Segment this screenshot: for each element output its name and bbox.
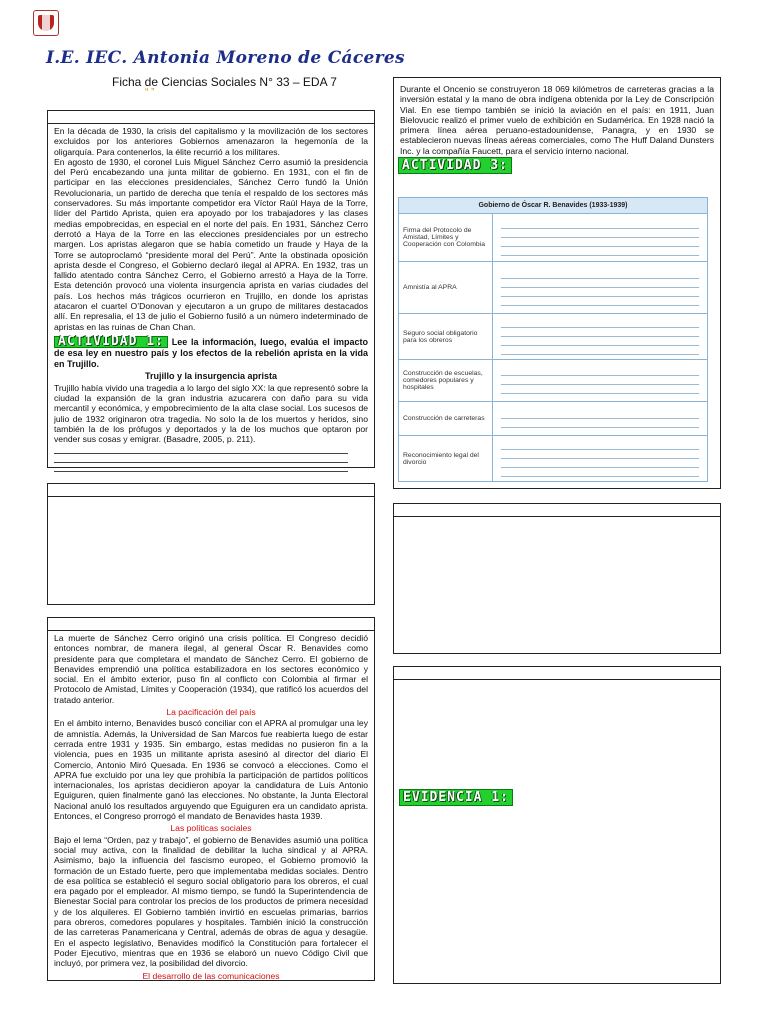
answer-cell[interactable]	[493, 360, 708, 402]
paragraph: En la década de 1930, la crisis del capitalismo y la movilización de los sectores excluidos por los anteriores Gobiernos amenazaron la hegemonía de la oligarquía. Para contenerlos, la élite recurrió a los militares.	[54, 126, 368, 157]
reading-box-sanchez-cerro	[47, 110, 375, 468]
table-row-label: Reconocimiento legal del divorcio	[399, 436, 493, 482]
answer-box-2[interactable]	[393, 503, 721, 654]
benavides-table-wrapper	[398, 197, 708, 482]
answer-cell[interactable]	[493, 402, 708, 436]
evidence-box[interactable]	[393, 666, 721, 984]
paragraph: La muerte de Sánchez Cerro originó una crisis política. El Congreso decidió entonces nombrar, de manera ilegal, al general Óscar R. Benavides como presidente para que completara el mandato de Sánchez Cerro. El gobierno de Benavides emprendió una política estabilizadora en los sectores económico y social. En el ámbito exterior, puso fin al conflicto con Colombia al firmar el Protocolo de Amistad, Límites y Cooperación (1934), que ratificó los acuerdos del tratado anterior.	[54, 633, 368, 705]
section-heading-pacificacion: La pacificación del país	[166, 707, 256, 718]
activity-3-badge: ACTIVIDAD 3:	[398, 157, 512, 174]
activity-3-heading	[398, 156, 512, 174]
table-header: Gobierno de Óscar R. Benavides (1933-1939)	[399, 198, 708, 214]
answer-line[interactable]	[54, 454, 348, 463]
answer-cell[interactable]	[493, 436, 708, 482]
activity-1-text: Lee la información, luego, evalúa el impacto de esa ley en nuestro país y los efectos de la rebelión aprista en la vida en Trujillo.	[54, 336, 368, 369]
answer-line[interactable]	[54, 445, 348, 454]
table-row-label: Amnistía al APRA	[399, 262, 493, 314]
answer-cell[interactable]	[493, 214, 708, 262]
reading-text: Durante el Oncenio se construyeron 18 069 kilómetros de carreteras gracias a la inversión estatal y la mano de obra indígena obtenida por la Ley de Conscripción Vial. En ese tiempo también se inició la aviación en el país: en 1911, Juan Bielovucic realizó el primer vuelo de exhibición en Sudamérica. En 1928 nació la primera línea aérea peruano-estadounidense, Panagra, y en 1930 se establecieron nuevas líneas aéreas comerciales, como The Huff Daland Dunsters Inc. y la compañía Faucett, para el servicio interno nacional.	[400, 84, 714, 156]
reading-text	[48, 631, 374, 981]
school-crest	[33, 10, 59, 36]
activity-1-instruction	[54, 333, 368, 370]
reading-text	[48, 124, 374, 472]
answer-line[interactable]	[54, 463, 348, 472]
reading-box-oncenio	[393, 77, 721, 489]
paragraph: En agosto de 1930, el coronel Luis Miguel Sánchez Cerro asumió la presidencia del Perú encabezando una junta militar de gobierno. En 1931, con el fin de participar en las elecciones presidenciales, Sánchez Cerro fundó la Unión Revolucionaria, un partido de derecha que tenía el respaldo de los sectores más conservadores. Su más importante competidor era Víctor Raúl Haya de la Torre, líder del Partido Aprista, quien era apoyado por los trabajadores y las clases medias empobrecidas, en especial en el norte del país. En 1931, Sánchez Cerro derrotó a Haya de la Torre en las elecciones presidenciales por un estrecho margen. Los apristas alegaron que se había cometido un fraude y Haya de la Torre se autoproclamó “presidente moral del Perú”. Ante la obstinada oposición aprista desde el Congreso, el Gobierno declaró ilegal al APRA. En 1932, tras un fallido atentado contra Sánchez Cerro, el Gobierno arrestó a Haya de la Torre. Esta detención provocó una violenta insurgencia aprista en varias ciudades del país. Los hechos más trágicos ocurrieron en Trujillo, en donde los apristas atacaron el cuartel O’Donovan y ejecutaron a un grupo de militares destacados allí. En represalia, el 13 de julio el Gobierno fusiló a un número indeterminado de apristas en las ruinas de Chan Chan.	[54, 156, 368, 332]
table-row-label: Construcción de escuelas, comedores populares y hospitales	[399, 360, 493, 402]
quote-text: Trujillo había vivido una tragedia a lo largo del siglo XX: la que representó sobre la ciudad la expansión de la gran industria azucarera con daño para su vida mercantil y económica, y empobrecimiento de la alta clase social. Los sucesos de julio de 1932 originaron otra tragedia. No solo la de los muertos y heridos, sino también la de los prófugos y deportados y la de los muchos que optaron por vender sus cosas y emigrar. (Basadre, 2005, p. 211).	[54, 382, 368, 445]
evidence-heading	[399, 788, 513, 806]
section-heading-politicas-sociales: Las políticas sociales	[170, 823, 252, 834]
answer-box-1[interactable]	[47, 483, 375, 605]
reading-box-benavides	[47, 617, 375, 981]
evidence-1-badge: EVIDENCIA 1:	[399, 789, 513, 806]
answer-cell[interactable]	[493, 314, 708, 360]
activity-1-badge: ACTIVIDAD 1:	[54, 336, 168, 349]
quote-title: Trujillo y la insurgencia aprista	[144, 371, 278, 382]
table-row-label: Seguro social obligatorio para los obreros	[399, 314, 493, 360]
title-quotes: “ ”	[145, 87, 155, 98]
table-row-label: Construcción de carreteras	[399, 402, 493, 436]
paragraph: Bajo el lema “Orden, paz y trabajo”, el gobierno de Benavides asumió una política social muy activa, con la finalidad de debilitar la lucha sindical y al APRA. Asimismo, bajo la influencia del fascismo europeo, el Gobierno promovió la formación de un Estado fuerte, pero que implementaba medidas sociales. Dentro de esa política se estableció el seguro social obligatorio para los obreros, el cual era pagado por el empleador. Al mismo tiempo, se fundó la Superintendencia de Bienestar Social para controlar los precios de los productos de primera necesidad y de los alquileres. El Gobierno también invirtió en escuelas primarias, barrios para obreros, comedores populares y hospitales. También inició la construcción de las carreteras Panamericana y Central, además de obras de agua y desagüe. En el aspecto legislativo, Benavides modificó la Constitución para fortalecer el Poder Ejecutivo, mientras que en 1936 se elaboró un nuevo Código Civil que incluyó, por primera vez, la posibilidad del divorcio.	[54, 834, 368, 969]
section-heading-comunicaciones: El desarrollo de las comunicaciones	[142, 970, 280, 981]
paragraph: En el ámbito interno, Benavides buscó conciliar con el APRA al promulgar una ley de amnistía. Además, la Universidad de San Marcos fue reabierta luego de estar cerrada entre 1931 y 1935. Sin embargo, estas medidas no pusieron fin a la violencia, pues en 1935 un militante aprista asesinó al director del diario El Comercio, Antonio Miró Quesada. En 1936 se convocó a elecciones. Como el APRA fue excluido por una ley que prohibía la participación de partidos políticos internacionales, los apristas decidieron apoyar la candidatura de Luis Antonio Eguiguren, quien finalmente ganó las elecciones. No obstante, la Junta Electoral Nacional anuló los resultados arguyendo que Eguiguren era un candidato aprista. Entonces, el Congreso prorrogó el mandato de Benavides hasta 1939.	[54, 718, 368, 822]
benavides-table	[398, 197, 708, 482]
school-name: I.E. IEC. Antonia Moreno de Cáceres	[46, 48, 405, 68]
table-row-label: Firma del Protocolo de Amistad, Límites y Cooperación con Colombia	[399, 214, 493, 262]
worksheet-title: Ficha de Ciencias Sociales N° 33 – EDA 7	[112, 75, 337, 89]
answer-cell[interactable]	[493, 262, 708, 314]
